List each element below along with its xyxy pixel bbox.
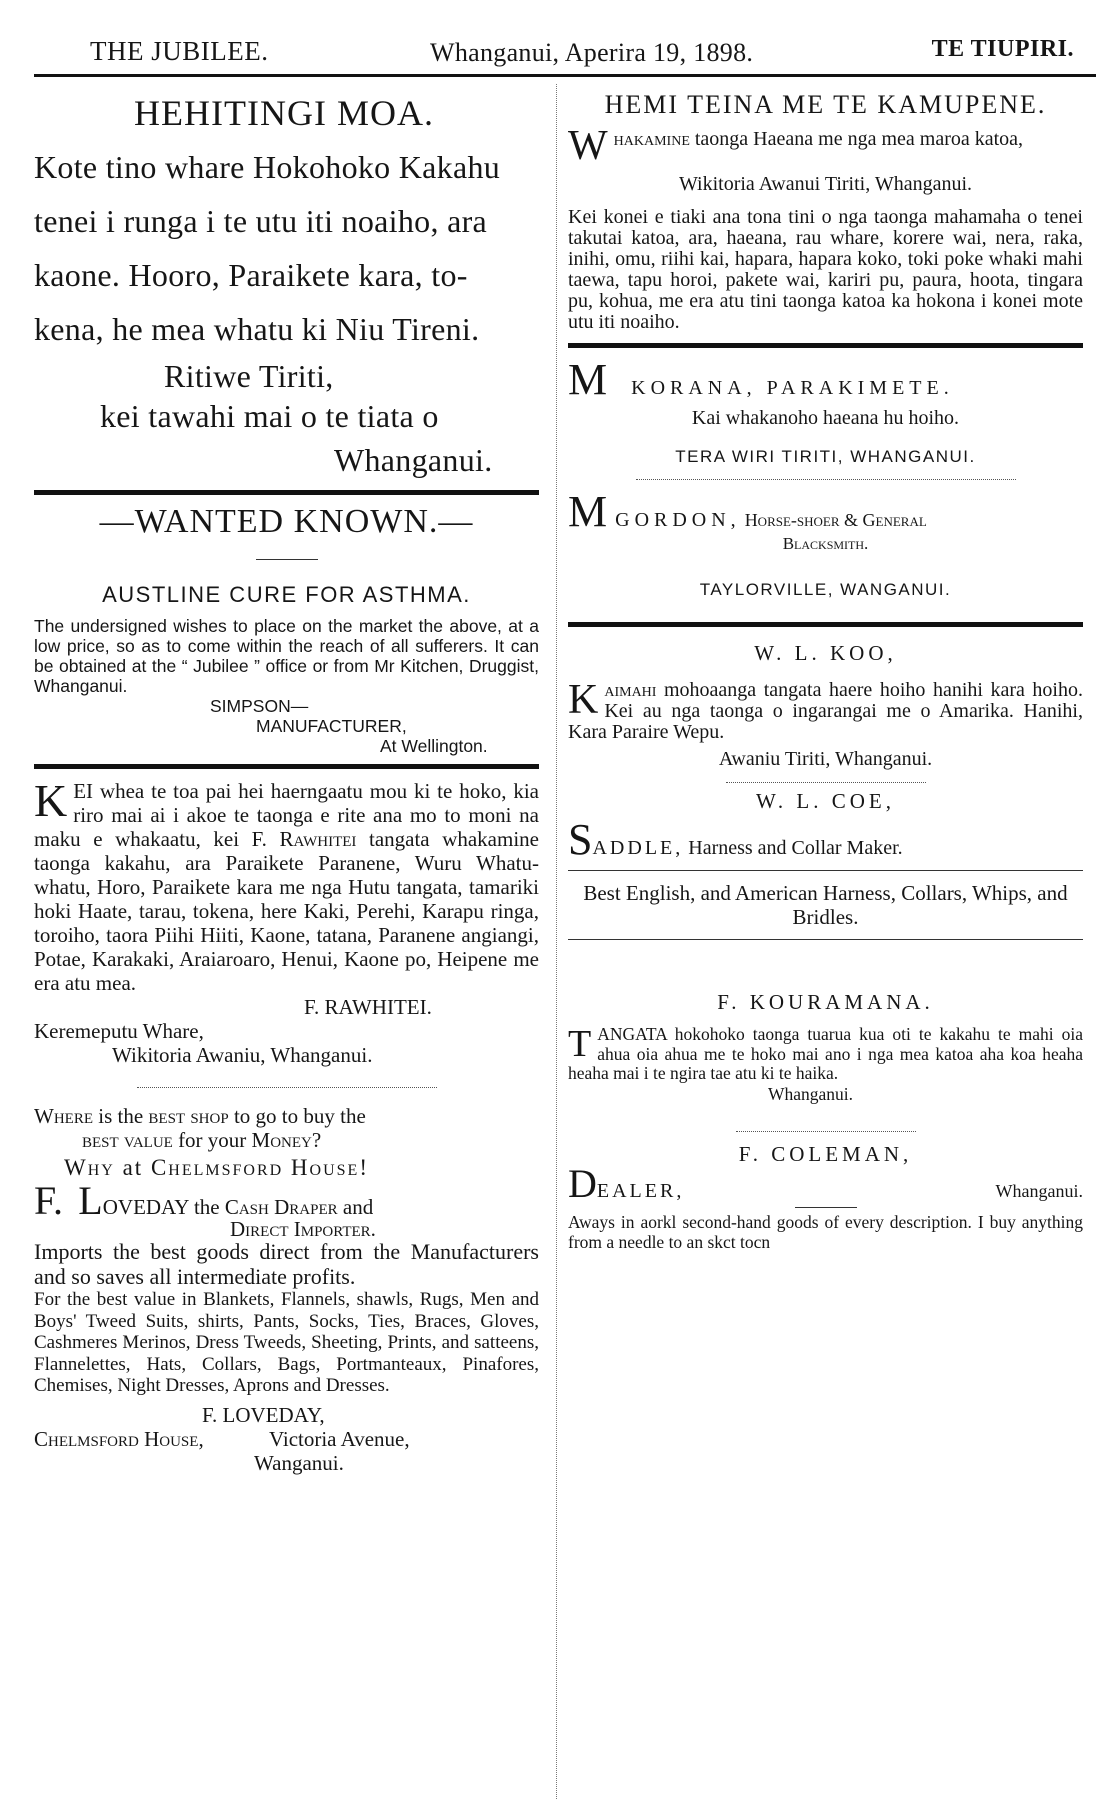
ad-address: Wanganui. [254, 1450, 344, 1475]
masthead-title-english: THE JUBILEE. [90, 36, 269, 66]
masthead [38, 34, 1084, 70]
ad-text: and [337, 1195, 374, 1219]
section-rule [137, 1087, 437, 1088]
ad-text: for your [172, 1128, 252, 1152]
ad-address: Wikitoria Awaniu, Whanganui. [112, 1043, 373, 1067]
ad-line [568, 123, 1083, 169]
ad-line: kena, he mea whatu ki Niu Tireni. [34, 311, 480, 347]
ad-title: W. L. COE, [756, 789, 895, 813]
ad-text: Harness and Collar Maker. [683, 837, 903, 859]
ad-line: Whanganui. [334, 442, 493, 478]
dash [256, 559, 318, 560]
section-rule [34, 490, 539, 495]
ad-body: For the best value in Blankets, Flannels, shawls, Rugs, Men and Boys' Tweed Suits, shirts, Pants, Socks, Ties, Braces, Gloves, Cashmeres Merinos, Dress Tweeds, Sheeting, Prints, and satteens, Flannelettes, Hats, Collars, Bags, Portmanteaux, Pinafores, Chemises, Night Dresses, Aprons and Dresses. [34, 1289, 539, 1396]
ad-address: TERA WIRI TIRITI, WHANGANUI. [675, 447, 976, 466]
ad-text: to go to buy the [228, 1104, 366, 1128]
ad-line: Ritiwe Tiriti, [164, 358, 334, 394]
drop-cap: L [78, 1178, 103, 1223]
column-divider [556, 84, 557, 1799]
ad-text: taonga Haeana me nga mea maroa katoa, [689, 128, 1024, 150]
drop-cap: K [568, 677, 599, 723]
ad-text: tangata whakamine taonga kakahu, ara Paraikete Paranene, Wuru Whatu-whatu, Horo, Paraikete kara me nga Hutu tangata, tamariki hoki Haate, tarau, tokena, here Kaki, Perehi, Karapu ringa, toroiho, taora Piihi Hiiti, Kaone, tatana, Paranene angiangi, Potae, Karakaki, Araiaroaro, Henui, Kaone po, Heipene me era atu mea. [34, 827, 539, 995]
ad-signature: F. LOVEDAY, [202, 1402, 325, 1427]
ad-address [34, 1427, 539, 1451]
masthead-dateline: Whanganui, Aperira 19, 1898. [430, 38, 754, 67]
ad-line: kei tawahi mai o te tiata o [100, 398, 439, 434]
ad-title: F. KOURAMANA. [717, 990, 934, 1014]
dash [795, 1207, 857, 1208]
masthead-title-maori: TE TIUPIRI. [931, 36, 1074, 62]
ad-title: —WANTED KNOWN.— [99, 503, 474, 540]
ad-body: Aways in aorkl second-hand goods of every description. I buy anything from a needle to an skct tocn [568, 1211, 1083, 1252]
section-rule [736, 1131, 916, 1132]
drop-cap: T [568, 1023, 592, 1065]
ad-text: Money [251, 1128, 312, 1152]
ad-line [568, 1160, 1083, 1206]
ad-line: Direct Importer. [230, 1217, 376, 1241]
ad-trade: Horse-shoer & General [744, 510, 927, 530]
ad-title: GORDON, [615, 509, 741, 531]
ad-line [568, 355, 1083, 404]
ad-address: Wikitoria Awanui Tiriti, Whanganui. [678, 173, 973, 195]
ad-body: Best English, and American Harness, Collars, Whips, and Bridles. [583, 881, 1068, 929]
ad-address: TAYLORVILLE, WANGANUI. [699, 580, 952, 599]
ad-line: kaone. Hooro, Paraikete kara, to- [34, 257, 468, 293]
ad-text: Cash Draper [224, 1195, 338, 1219]
drop-cap: M [568, 355, 608, 404]
ad-trade: Blacksmith. [782, 534, 869, 553]
drop-cap: S [568, 815, 593, 864]
ad-text: ADDLE, [592, 837, 684, 859]
section-rule [34, 764, 539, 769]
drop-cap: K [34, 775, 68, 826]
ad-line: tenei i runga i te utu iti noaiho, ara [34, 203, 488, 239]
ad-address: Keremeputu Whare, [34, 1019, 204, 1043]
ad-body [568, 677, 1083, 743]
ad-line: Kote tino whare Hokohoko Kakahu [34, 149, 501, 185]
ad-text: ? [311, 1128, 322, 1152]
section-rule [568, 939, 1083, 940]
ad-text: mohoaanga tangata haere hoiho hanihi kara hoiho. Kei au nga taonga o ingarangai me o Amarika. Hanihi, Kara Paraire Wepu. [568, 679, 1083, 743]
ad-text: Where [34, 1104, 93, 1128]
ad-text: aimahi [604, 679, 657, 701]
ad-title: W. L. KOO, [754, 641, 897, 665]
ad-kourama [568, 990, 1083, 1105]
ad-coleman [568, 1142, 1083, 1252]
ad-body [34, 775, 539, 995]
drop-cap: M [568, 487, 608, 536]
ad-line [34, 1104, 539, 1128]
ad-text: ! [359, 1155, 369, 1180]
section-rule [726, 782, 926, 783]
ad-signature: Whanganui. [768, 1083, 854, 1104]
ad-line [34, 1128, 539, 1152]
ad-body: The undersigned wishes to place on the market the above, at a low price, so as to come within the reach of all sufferers. It can be obtained at the “ Jubilee ” office or from Mr Kitchen, Druggist, Whanganui. [34, 616, 539, 696]
section-rule [568, 343, 1083, 348]
right-column [568, 88, 1083, 1252]
ad-signature: MANUFACTURER, [256, 716, 407, 736]
drop-cap: D [568, 1160, 597, 1206]
ad-text: Chelmsford House [150, 1155, 360, 1180]
ad-text: best value [82, 1128, 173, 1152]
ad-text: EALER, [596, 1179, 685, 1202]
ad-text: Whanganui. [995, 1180, 1083, 1201]
drop-cap: F. [34, 1178, 64, 1223]
ad-title: HEMI TEINA ME TE KAMUPENE. [604, 90, 1047, 119]
drop-cap: W [568, 123, 608, 169]
ad-text: Victoria Avenue, [268, 1426, 410, 1451]
ad-line [568, 487, 1083, 536]
ad-address: Awaniu Tiriti, Whanganui. [718, 748, 933, 770]
ad-text: the [188, 1195, 225, 1219]
ad-text: best shop [148, 1104, 229, 1128]
ad-coe [568, 789, 1083, 929]
ad-text: Why [64, 1155, 115, 1180]
ad-rawhitei [34, 775, 539, 1067]
ad-body: Imports the best goods direct from the Manufacturers and so saves all intermediate profits. [34, 1239, 539, 1289]
ad-title: HEHITINGI MOA. [134, 93, 434, 133]
left-column [34, 88, 539, 1475]
section-rule [568, 622, 1083, 627]
ad-koo [568, 641, 1083, 770]
section-rule [568, 870, 1083, 871]
ad-line [568, 815, 1083, 864]
ad-title: KORANA, PARAKIMETE. [631, 377, 954, 399]
ad-subtitle: AUSTLINE CURE FOR ASTHMA. [102, 582, 471, 607]
ad-wanted-known [34, 503, 539, 756]
ad-signature: SIMPSON— [210, 696, 309, 716]
ad-text: Chelmsford House, [34, 1426, 204, 1451]
ad-text: OVEDAY [102, 1195, 189, 1219]
ad-text: is the [92, 1104, 149, 1128]
ad-text: ANGATA hokohoko taonga tuarua kua oti te kakahu te mahi oia ahua oia ahua me te hoko mai ano i nga mea katoa aha koa heaha heaha mai i te ngira tae atu ki te haika. [568, 1024, 1083, 1083]
ad-name: F. Rawhitei [251, 827, 357, 851]
ad-title: F. COLEMAN, [738, 1141, 913, 1166]
ad-text: EI whea te toa pai hei haerngaatu mou ki te hoko, kia riro mai ai i akoe te taonga e rite ana mo to moni na maku e whakaatu, kei [34, 779, 539, 851]
ad-body: Kei konei e tiaki ana tona tini o nga taonga mahamaha o tenei takutai katoa, ara, haeana, rau whare, korere wai, nera, raka, inihi, omu, riihi kai, hapara, hapara koko, toki poke whaki mahi taewa, tapu horoi, pakete wai, kariri pu, paura, hoota, tingara pu, kohua, me era atu tini taonga katoa ka hokona i konei mote utu iti noaiho. [568, 206, 1083, 333]
ad-loveday [34, 1104, 539, 1475]
ad-text: hakamine [613, 128, 690, 150]
ad-line [34, 1178, 539, 1223]
masthead-rule [34, 74, 1096, 77]
ad-hemi-teina [568, 90, 1083, 333]
ad-gordon [568, 487, 1083, 600]
ad-body [568, 1025, 1083, 1084]
ad-line: Kai whakanoho haeana hu hoiho. [691, 407, 960, 429]
ad-line [34, 1156, 539, 1180]
ad-signature: F. RAWHITEI. [304, 995, 432, 1019]
ad-text: at [114, 1155, 151, 1180]
section-rule [636, 479, 1016, 480]
ad-signature: At Wellington. [380, 736, 488, 756]
ad-korana [568, 355, 1083, 467]
ad-hehitingi-moa [34, 92, 539, 484]
ad-body [34, 140, 539, 484]
